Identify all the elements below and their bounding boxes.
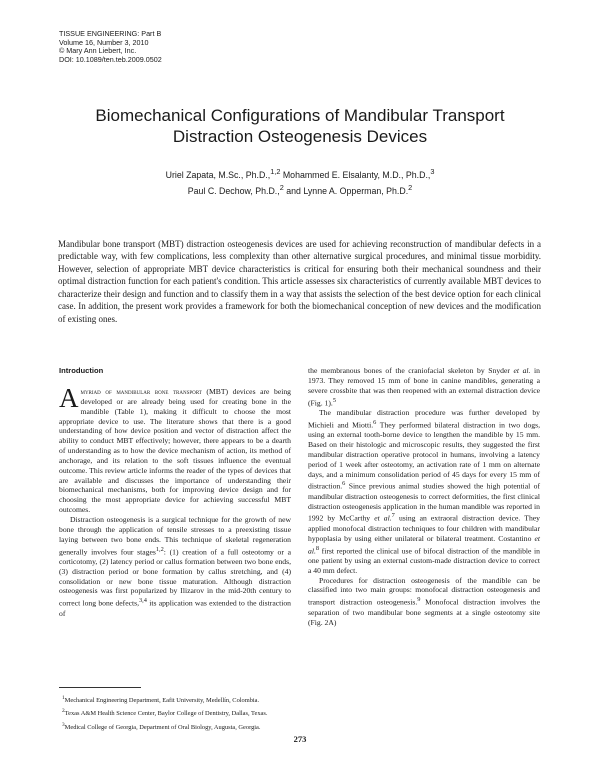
author-opperman: and Lynne A. Opperman, Ph.D. bbox=[283, 185, 409, 196]
journal-name: TISSUE ENGINEERING: Part B bbox=[59, 29, 162, 38]
journal-info bbox=[59, 30, 162, 64]
intro-paragraph-4 bbox=[308, 576, 540, 628]
journal-volume: Volume 16, Number 3, 2010 bbox=[59, 37, 149, 47]
paragraph-text: first reported the clinical use of bifocal distraction of the mandible in one patient by using an external custom-made distraction device to correct a 40 mm defect. bbox=[308, 546, 540, 575]
footnote-1 bbox=[62, 693, 267, 706]
intro-paragraph-continued bbox=[308, 366, 540, 408]
journal-doi: DOI: 10.1089/ten.teb.2009.0502 bbox=[59, 54, 162, 64]
affiliation-ref: 3 bbox=[430, 167, 435, 176]
affiliation-ref: 1,2 bbox=[270, 167, 281, 176]
affiliation-footnotes bbox=[62, 693, 267, 733]
title-line-1: Biomechanical Configurations of Mandibular Transport bbox=[95, 106, 505, 125]
abstract: Mandibular bone transport (MBT) distraction osteogenesis devices are used for achieving reconstruction of mandibular defects in a predictable way, with few complications, less complexity than other alternative surgical procedures, and minimal tissue morbidity. However, selection of appropriate MBT device characteristics is critical for ensuring both their mechanical soundness and their optimal distraction function for each patient's condition. This article assesses six characteristics of currently available MBT devices to characterize their design and function and to classify them in a way that assists the selection of the best device option for each clinical case. In addition, the present work provides a framework for both the biomechanical conception of new devices and the modification of existing ones. bbox=[58, 239, 541, 324]
author-dechow: Paul C. Dechow, Ph.D., bbox=[187, 185, 280, 196]
footnote-3 bbox=[62, 720, 267, 733]
et-al: et al. bbox=[374, 514, 392, 523]
intro-paragraph-2 bbox=[59, 515, 291, 619]
footnote-text: Medical College of Georgia, Department of Oral Biology, Augusta, Georgia. bbox=[64, 723, 261, 731]
article-title bbox=[60, 105, 540, 147]
paragraph-text: Procedures for distraction osteogenesis of the mandible can be classified into two main groups: monofocal distraction osteogenesis and transport distraction osteogenesis. bbox=[308, 575, 540, 607]
paragraph-text: (MBT) devices are being developed or are already being used for creating bone in the mandible (Table 1), making it difficult to choose the most appropriate device to use. The literature shows that there is a good understanding of how device position and vector of distraction affect the ability to conduct MBT effectively; however, there appears to be a dearth of understanding as to how the device mechanism of action, its method of anchorage, and its relation to the soft tissues influence the eventual outcome. This review article informs the reader of the types of devices that are available and discusses the importance of understanding their biomechanical mechanisms, both for improving device design and for choosing the most appropriate device for achieving successful MBT outcomes. bbox=[59, 387, 291, 515]
paragraph-text: Monofocal distraction involves the separation of two mandibular bone segments at a single osteotomy site (Fig. 2A) bbox=[308, 597, 540, 627]
lead-in-smallcaps: myriad of mandibular bone transport bbox=[80, 387, 202, 396]
citation-ref: 6 bbox=[342, 480, 346, 488]
citation-ref: 8 bbox=[315, 544, 320, 552]
citation-ref: 5 bbox=[332, 396, 337, 404]
author-elsalanty: Mohammed E. Elsalanty, M.D., Ph.D., bbox=[280, 169, 431, 180]
paragraph-text: The mandibular distraction procedure was further developed by Michieli and Miotti. bbox=[308, 407, 540, 430]
affiliation-ref: 2 bbox=[279, 182, 284, 192]
citation-ref: 3,4 bbox=[139, 597, 147, 605]
intro-paragraph-1 bbox=[59, 383, 291, 515]
left-column bbox=[59, 366, 291, 619]
footnote-2 bbox=[62, 706, 267, 719]
author-zapata: Uriel Zapata, M.Sc., Ph.D., bbox=[165, 169, 271, 180]
footnote-text: Mechanical Engineering Department, Eafit University, Medellín, Colombia. bbox=[64, 697, 260, 705]
et-al: et al. bbox=[513, 366, 531, 375]
citation-ref: 9 bbox=[417, 596, 421, 604]
footnote-divider bbox=[59, 687, 141, 688]
paragraph-text: Since previous animal studies showed the high potential of mandibular distraction osteogenesis to correct deformities, the first clinical distraction osteogenesis application in the human mandible was reported in 1992 by McCarthy bbox=[308, 481, 540, 523]
et-al: et al. bbox=[308, 533, 540, 556]
footnote-marker: 3 bbox=[62, 721, 65, 728]
author-list bbox=[60, 166, 540, 197]
citation-ref: 6 bbox=[373, 418, 377, 426]
footnote-marker: 2 bbox=[62, 708, 65, 715]
footnote-text: Texas A&M Health Science Center, Baylor College of Dentistry, Dallas, Texas. bbox=[64, 710, 268, 718]
paragraph-text: : (1) creation of a full osteotomy or a corticotomy, (2) latency period or callus formation between two bone ends, (3) distraction period or bone formation by callus stretching, and (4) consolidation or new bone tissue maturation. Although distraction osteogenesis was first popularized by Ilizarov in the mid-20th century to correct long bone defects, bbox=[59, 547, 291, 608]
intro-paragraph-3 bbox=[308, 408, 540, 576]
paragraph-text: in 1973. They removed 15 mm of bone in canine mandibles, generating a severe crossbite that was then reopened with an external distraction device (Fig. 1). bbox=[308, 366, 540, 408]
paragraph-text: the membranous bones of the craniofacial skeleton by Snyder bbox=[308, 366, 514, 375]
title-line-2: Distraction Osteogenesis Devices bbox=[172, 127, 428, 146]
citation-ref: 1,2 bbox=[155, 545, 164, 553]
affiliation-ref: 2 bbox=[408, 182, 413, 192]
drop-cap: A bbox=[59, 383, 79, 413]
citation-ref: 7 bbox=[391, 512, 395, 520]
paragraph-text: its application was extended to the distraction of bbox=[59, 598, 291, 618]
paragraph-text: They performed bilateral distraction in two dogs, using an external tooth-borne device to lengthen the mandible by 15 mm. Based on their histologic and microscopic results, they suggested the first mandibular distraction operative protocol in humans, involving a latency period of 1 week after osteotomy, an activation rate of 1 mm on alternate days, and a minimum consolidation period of 45 days for every 15 mm of distraction. bbox=[308, 420, 540, 491]
paragraph-text: using an extraoral distraction device. They applied monofocal distraction techniques to four children with mandibular hypoplasia by using either unilateral or bilateral treatment. Costantino bbox=[308, 514, 540, 543]
paragraph-text: Distraction osteogenesis is a surgical technique for the growth of new bone through the application of tensile stresses to a preexisting tissue laying between two bone ends. This technique of skeletal regeneration generally involves four stages bbox=[59, 514, 291, 557]
right-column bbox=[308, 366, 540, 627]
section-heading-introduction: Introduction bbox=[59, 366, 104, 375]
footnote-marker: 1 bbox=[62, 695, 65, 701]
journal-copyright: © Mary Ann Liebert, Inc. bbox=[59, 46, 137, 56]
page-number: 273 bbox=[293, 734, 307, 744]
